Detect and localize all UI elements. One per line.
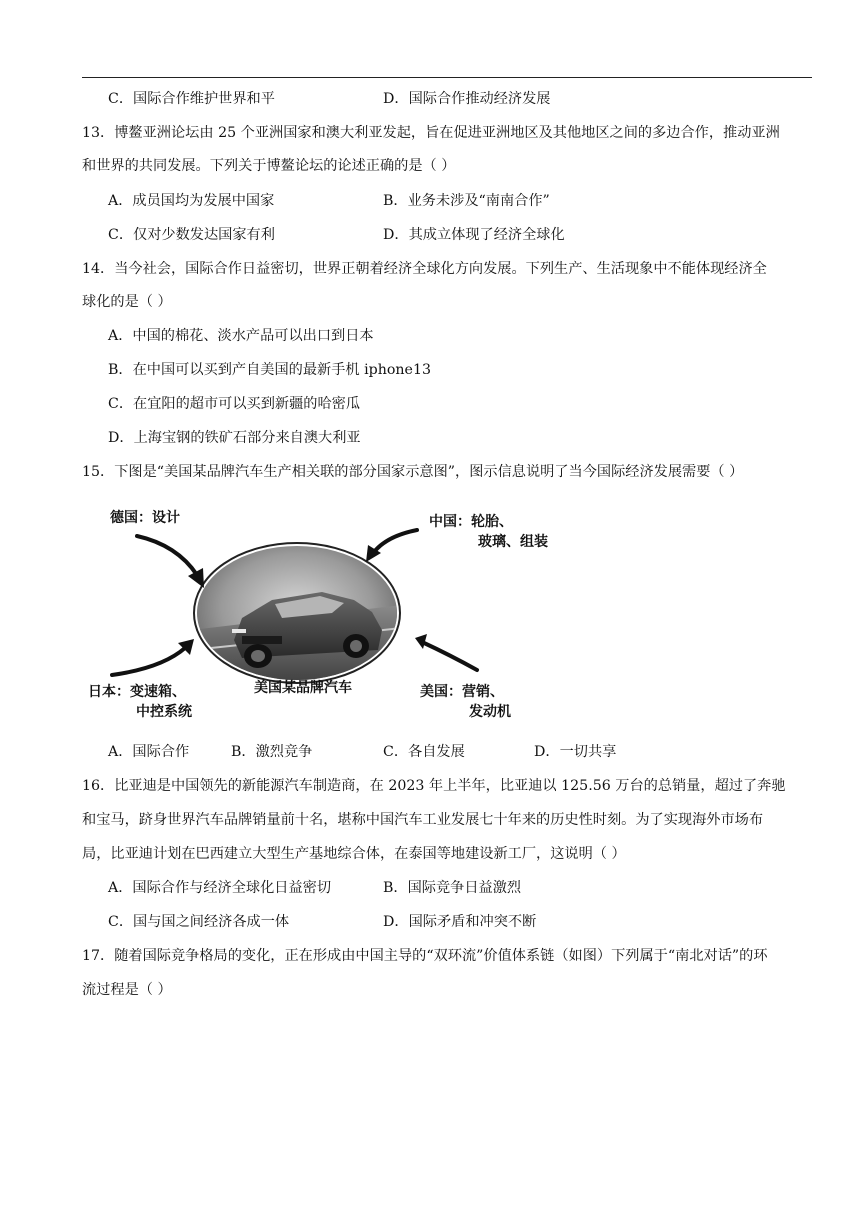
- arrow-germany: [137, 536, 197, 575]
- q15-option-c: C．各自发展: [383, 744, 465, 760]
- q15-option-b: B．激烈竞争: [231, 744, 313, 760]
- q15-stem-line1: 15．下图是“美国某品牌汽车生产相关联的部分国家示意图”，图示信息说明了当今国际经济发展需要（ ）: [82, 464, 744, 480]
- label-usa-line1: 美国：营销、: [420, 684, 504, 700]
- label-china-line1: 中国：轮胎、: [429, 514, 513, 530]
- label-center-car: 美国某品牌汽车: [254, 680, 352, 696]
- q17-stem-line1: 17．随着国际竞争格局的变化，正在形成由中国主导的“双环流”价值体系链（如图）下列属于“南北对话”的环: [82, 948, 768, 964]
- q17-stem-line2: 流过程是（ ）: [82, 982, 172, 998]
- label-japan-line1: 日本：变速箱、: [88, 684, 186, 700]
- car-photo: [192, 540, 402, 690]
- label-usa-line2: 发动机: [469, 704, 511, 720]
- q14-option-b: B．在中国可以买到产自美国的最新手机 iphone13: [108, 362, 432, 378]
- q14-stem-line1: 14．当今社会，国际合作日益密切，世界正朝着经济全球化方向发展。下列生产、生活现象中不能体现经济全: [82, 261, 767, 277]
- label-japan-line2: 中控系统: [136, 704, 192, 720]
- q16-stem-line1: 16．比亚迪是中国领先的新能源汽车制造商，在 2023 年上半年，比亚迪以 125.56 万台的总销量，超过了奔驰: [82, 778, 786, 794]
- car-production-diagram: [82, 500, 582, 730]
- q12-option-c: C．国际合作维护世界和平: [108, 91, 275, 107]
- q16-option-c: C．国与国之间经济各成一体: [108, 914, 290, 930]
- q16-option-a: A．国际合作与经济全球化日益密切: [108, 880, 332, 896]
- q16-stem-line2: 和宝马，跻身世界汽车品牌销量前十名，堪称中国汽车工业发展七十年来的历史性时刻。为了实现海外市场布: [82, 812, 764, 828]
- q13-option-d: D．其成立体现了经济全球化: [383, 227, 565, 243]
- arrow-china: [374, 530, 417, 552]
- q13-stem-line2: 和世界的共同发展。下列关于博鳌论坛的论述正确的是（ ）: [82, 158, 456, 174]
- q12-option-d: D．国际合作推动经济发展: [383, 91, 551, 107]
- q14-stem-line2: 球化的是（ ）: [82, 294, 172, 310]
- q14-option-a: A．中国的棉花、淡水产品可以出口到日本: [108, 328, 374, 344]
- q16-option-d: D．国际矛盾和冲突不断: [383, 914, 537, 930]
- arrow-japan: [112, 648, 185, 675]
- q14-option-c: C．在宜阳的超市可以买到新疆的哈密瓜: [108, 396, 361, 412]
- q16-option-b: B．国际竞争日益激烈: [383, 880, 522, 896]
- q13-option-a: A．成员国均为发展中国家: [108, 193, 275, 209]
- q14-option-d: D．上海宝钢的铁矿石部分来自澳大利亚: [108, 430, 361, 446]
- q16-stem-line3: 局，比亚迪计划在巴西建立大型生产基地综合体，在泰国等地建设新工厂，这说明（ ）: [82, 846, 626, 862]
- label-china-line2: 玻璃、组装: [478, 534, 548, 550]
- q15-option-d: D．一切共享: [534, 744, 617, 760]
- header-rule: [82, 77, 812, 78]
- q15-option-a: A．国际合作: [108, 744, 190, 760]
- q13-stem-line1: 13．博鳌亚洲论坛由 25 个亚洲国家和澳大利亚发起，旨在促进亚洲地区及其他地区之间的多边合作，推动亚洲: [82, 125, 780, 141]
- q13-option-b: B．业务未涉及“南南合作”: [383, 193, 550, 209]
- label-germany: 德国：设计: [110, 510, 180, 526]
- arrow-usa: [422, 642, 477, 670]
- q13-option-c: C．仅对少数发达国家有利: [108, 227, 275, 243]
